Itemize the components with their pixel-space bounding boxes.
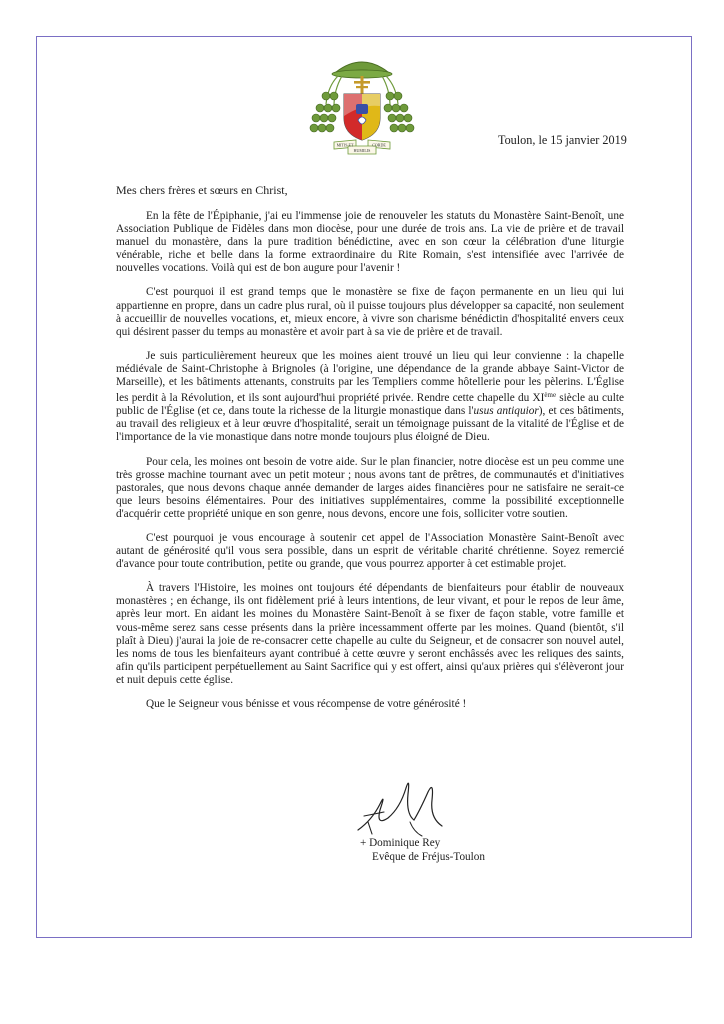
closing-blessing: Que le Seigneur vous bénisse et vous récompense de votre générosité ! <box>146 698 467 710</box>
signatory-title: Evêque de Fréjus-Toulon <box>372 851 485 863</box>
signature-block <box>360 836 485 864</box>
motto-word-2: HUMILIS <box>353 148 371 153</box>
letter-date: Toulon, le 15 janvier 2019 <box>498 133 627 147</box>
paragraph-financial-need: Pour cela, les moines ont besoin de votre aide. Sur le plan financier, notre diocèse est un peu comme une très grosse machine tournant avec un petit moteur ; nous avons tant de prêtres, de communautés et d'initiatives pastorales, que nous devons chaque année demander de larges aides financières pour ne satisfaire ne serait-ce que leurs besoins élémentaires. Pour des initiatives supplémentaires, comme la possibilité exceptionnelle d'acquérir cette propriété unique en son genre, nous devons, encore une fois, solliciter votre soutien. <box>116 455 624 520</box>
paragraph-benefactors: À travers l'Histoire, les moines ont toujours été dépendants de bienfaiteurs pour établir de nouveaux monastères ; en échange, ils ont fidèlement prié à leurs intentions, de leur vivant, et pour le repos de leur âme, après leur mort. En aidant les moines du Monastère Saint-Benoît à se fixer de façon stable, votre famille et vous-même serez sans cesse présents dans la prière incessamment offerte par les moines. Quand (bientôt, s'il plaît à Dieu) j'aurai la joie de re-consacrer cette chapelle au culte du Seigneur, et de consacrer son nouvel autel, les noms de tous les bienfaiteurs ayant contribué à cette œuvre y seront enchâssés avec les reliques des saints, afin qu'ils participent perpétuellement au Saint Sacrifice qui y est offert, ainsi qu'aux prières qui s'élèveront jour et nuit depuis cette église. <box>116 582 624 686</box>
episcopal-coat-of-arms <box>306 46 418 158</box>
handwritten-signature <box>350 770 460 842</box>
paragraph-chapel: Je suis particulièrement heureux que les moines aient trouvé un lieu qui leur convienne : la chapelle médiévale de Saint-Christophe à Brignoles (à l'origine, une dépendance de la grande abbaye Saint-Victor de Marseille), et les bâtiments attenants, construits par les Templiers comme hôtellerie pour les pèlerins. L'Église les perdit à la Révolution, et ils sont aujourd'hui propriété privée. Rendre cette chapelle du XIème siècle au culte public de l'Église (et ce, dans toute la richesse de la liturgie monastique dans l'usus antiquior), et ces bâtiments, au travail des religieux et à leur œuvre d'hospitalité, serait un témoignage puissant de la vitalité de l'Église et de l'importance de la vie monastique dans notre monde toujours plus éloigné de Dieu. <box>116 349 625 444</box>
motto-word-1: MITIS ET <box>336 142 354 148</box>
paragraph-permanent-place: C'est pourquoi il est grand temps que le monastère se fixe de façon permanente en un lieu qui lui appartienne en propre, dans un cadre plus rural, où il puisse toujours plus développer sa capacité, non seulement à accueillir de nouvelles vocations, et, mieux encore, à vivre son charisme bénédictin d'hospitalité envers ceux qui désirent passer du temps au monastère et avoir part à sa vie de prière et de travail. <box>116 286 624 338</box>
salutation: Mes chers frères et sœurs en Christ, <box>116 183 288 197</box>
paragraph-epiphany: En la fête de l'Épiphanie, j'ai eu l'immense joie de renouveler les statuts du Monastère Saint-Benoît, une Association Publique de Fidèles dans mon diocèse, pour une durée de trois ans. La vie de prière et de travail manuel du monastère, dans la pure tradition bénédictine, avec en son cœur la célébration d'une liturgie vénérable, riche et belle dans la forme extraordinaire du Rite Romain, s'est intensifiée avec l'arrivée de nouvelles vocations. Voilà qui est de bon augure pour l'avenir ! <box>116 210 624 275</box>
motto-word-3: CORDE <box>372 142 386 148</box>
paragraph-appeal: C'est pourquoi je vous encourage à soutenir cet appel de l'Association Monastère Saint-Benoît avec autant de générosité qu'il vous sera possible, dans un esprit de véritable charité chrétienne. Soyez remercié d'avance pour toute contribution, petite ou grande, que vous pourrez apporter à cet estimable projet. <box>116 531 624 571</box>
signatory-name: + Dominique Rey <box>360 837 441 849</box>
letter-body <box>116 210 624 722</box>
